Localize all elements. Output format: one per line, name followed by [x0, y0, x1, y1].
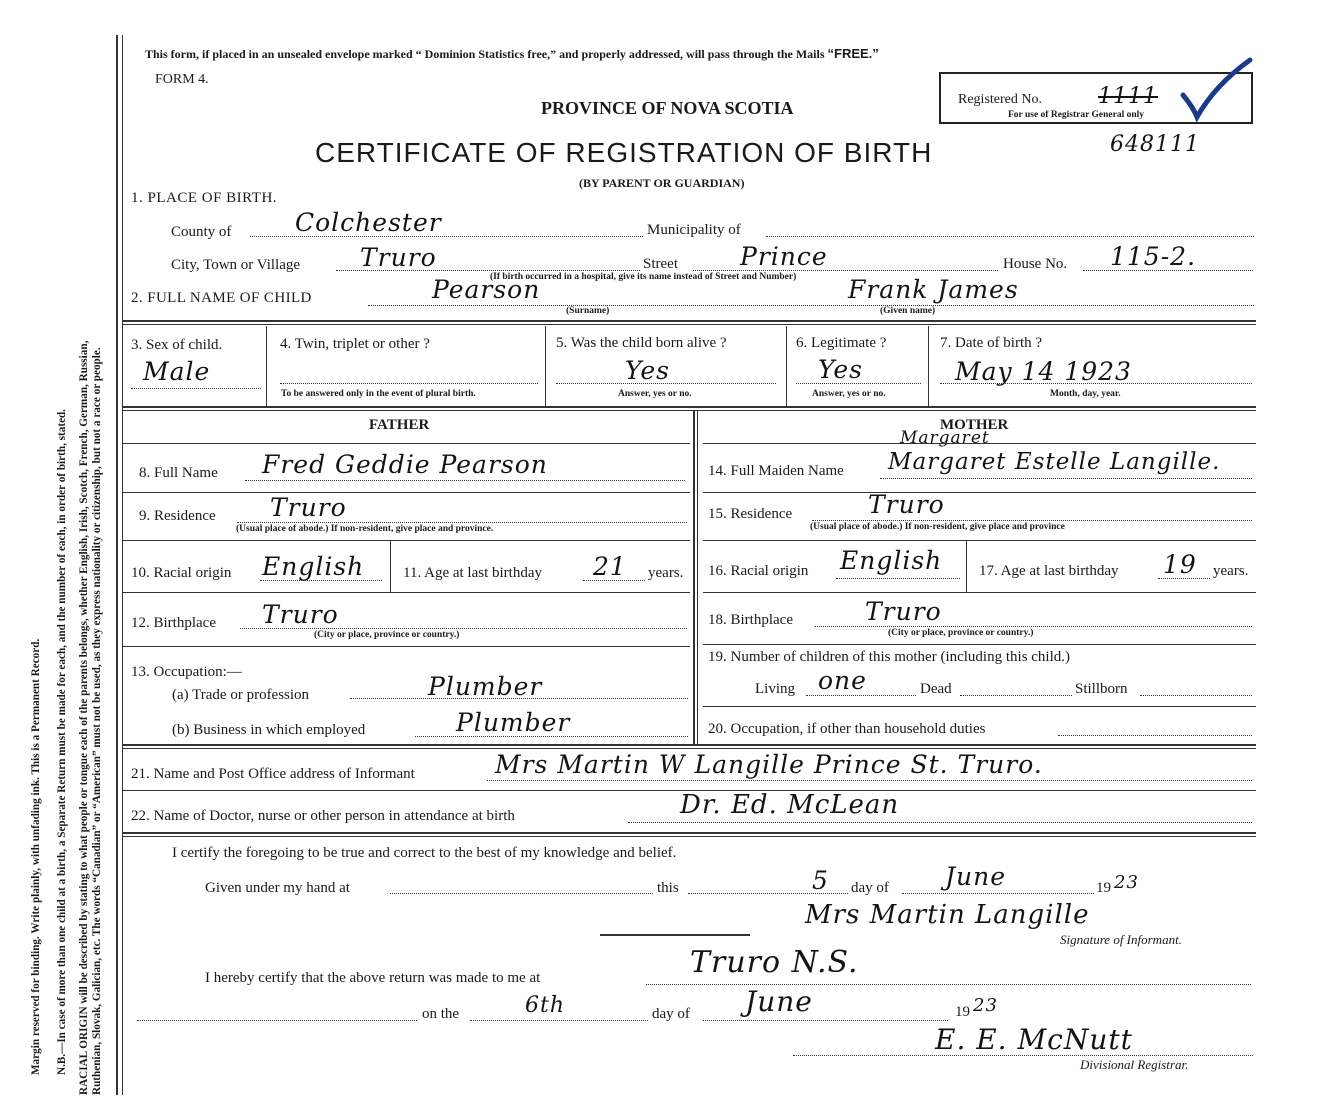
margin-border-line-2	[122, 35, 123, 1095]
mail-note	[145, 46, 879, 62]
margin-line-4: Ruthenian, Slovak, Galician, etc. The words “Canadian” or “American” must not be used, as they express nationality or citizenship, but not a race or people.	[90, 347, 103, 1095]
city-label: City, Town or Village	[171, 257, 301, 273]
sex-label: 3. Sex of child.	[131, 337, 223, 353]
margin-line-1: Margin reserved for binding. Write plainly, with unfading ink. This is a Permanent Record.	[30, 638, 42, 1075]
margin-note-racial	[78, 341, 103, 1095]
center-divider	[693, 410, 695, 745]
mother-age-label: 17. Age at last birthday	[979, 563, 1119, 579]
legitimate-note: Answer, yes or no.	[812, 389, 886, 399]
child-surname: Pearson	[432, 275, 541, 304]
registrar-signature: E. E. McNutt	[935, 1023, 1133, 1056]
legitimate-value: Yes	[818, 355, 863, 384]
registered-label: Registered No.	[958, 92, 1042, 107]
municipality-label: Municipality of	[647, 222, 741, 238]
child-given-name: Frank James	[848, 275, 1019, 304]
father-residence-value: Truro	[270, 493, 347, 522]
living-value: one	[818, 666, 867, 695]
file-number: 648111	[1110, 132, 1200, 157]
alive-note: Answer, yes or no.	[618, 389, 692, 399]
mother-birthplace-label: 18. Birthplace	[708, 612, 793, 628]
certify-day: 5	[812, 866, 829, 895]
dob-note: Month, day, year.	[1050, 389, 1121, 399]
province-heading: PROVINCE OF NOVA SCOTIA	[541, 98, 794, 118]
father-abode-note: (Usual place of abode.) If non-resident, give place and province.	[236, 524, 494, 534]
father-trade-value: Plumber	[428, 672, 543, 701]
alive-value: Yes	[625, 356, 670, 385]
twin-note: To be answered only in the event of plural birth.	[281, 389, 476, 399]
mother-residence-label: 15. Residence	[708, 506, 793, 522]
registrar-label: Divisional Registrar.	[1080, 1057, 1189, 1072]
stillborn-label: Stillborn	[1075, 681, 1128, 697]
registered-value: 1111	[1098, 84, 1158, 109]
on-the-label: on the	[422, 1006, 460, 1022]
mother-residence-value: Truro	[868, 490, 945, 519]
county-label: County of	[171, 224, 232, 240]
check-mark-icon	[1175, 55, 1255, 125]
certify-year-suffix: 23	[1114, 872, 1139, 893]
certificate-subtitle: (BY PARENT OR GUARDIAN)	[579, 176, 745, 190]
father-business-value: Plumber	[456, 708, 571, 737]
certify-month: June	[945, 862, 1007, 891]
child-name-label: 2. FULL NAME OF CHILD	[131, 290, 312, 306]
binding-margin-note	[30, 639, 43, 1075]
father-racial-value: English	[262, 552, 365, 581]
father-name-value: Fred Geddie Pearson	[262, 450, 548, 479]
father-years-label: years.	[648, 565, 684, 581]
house-value: 115-2.	[1110, 242, 1197, 271]
mother-abode-note: (Usual place of abode.) If non-resident, give place and province	[810, 522, 1065, 532]
father-occupation-label: 13. Occupation:—	[131, 664, 242, 680]
given-caption: (Given name)	[880, 306, 936, 316]
registrar-note: For use of Registrar General only	[1008, 110, 1145, 120]
county-value: Colchester	[295, 208, 442, 237]
doctor-label: 22. Name of Doctor, nurse or other person in attendance at birth	[131, 808, 515, 824]
alive-label: 5. Was the child born alive ?	[556, 335, 727, 351]
mother-birthplace-value: Truro	[865, 597, 942, 626]
twin-label: 4. Twin, triplet or other ?	[280, 336, 430, 352]
place-heading: 1. PLACE OF BIRTH.	[131, 190, 278, 206]
registration-month: June	[745, 985, 813, 1018]
mail-note-text: This form, if placed in an unsealed envelope marked “ Dominion Statistics free,” and properly addressed, will pass through the Mails	[145, 47, 825, 61]
informant-label: 21. Name and Post Office address of Informant	[131, 766, 415, 782]
mother-name-label: 14. Full Maiden Name	[708, 463, 844, 479]
hospital-note: (If birth occurred in a hospital, give its name instead of Street and Number)	[490, 272, 797, 282]
father-name-label: 8. Full Name	[139, 465, 218, 481]
living-label: Living	[755, 681, 795, 697]
mother-years-label: years.	[1213, 563, 1249, 579]
dob-value: May 14 1923	[955, 357, 1132, 386]
given-label: Given under my hand at	[205, 880, 350, 896]
street-value: Prince	[740, 242, 828, 271]
registration-year-suffix: 23	[973, 995, 998, 1016]
mother-heading: MOTHER	[940, 417, 1009, 433]
registration-day: 6th	[525, 993, 566, 1018]
father-business-label: (b) Business in which employed	[172, 722, 366, 738]
mother-racial-label: 16. Racial origin	[708, 563, 809, 579]
margin-border-line	[116, 35, 118, 1095]
margin-line-2: N.B.—In case of more than one child at a birth, a Separate Return must be made for each, and the number of each, in order of birth, stated.	[56, 408, 68, 1075]
informant-value: Mrs Martin W Langille Prince St. Truro.	[495, 750, 1043, 779]
father-birthplace-label: 12. Birthplace	[131, 615, 216, 631]
informant-signature: Mrs Martin Langille	[805, 900, 1090, 930]
this-label: this	[657, 880, 679, 896]
house-label: House No.	[1003, 256, 1068, 272]
certificate-title: CERTIFICATE OF REGISTRATION OF BIRTH	[315, 137, 933, 168]
father-heading: FATHER	[369, 417, 430, 433]
certify-text: I certify the foregoing to be true and correct to the best of my knowledge and belief.	[172, 845, 677, 861]
father-trade-label: (a) Trade or profession	[172, 687, 310, 703]
mother-birthplace-note: (City or place, province or country.)	[888, 628, 1034, 638]
father-birthplace-value: Truro	[262, 600, 339, 629]
mother-children-label: 19. Number of children of this mother (including this child.)	[708, 649, 1071, 665]
day-of-label: day of	[851, 880, 889, 896]
father-age-label: 11. Age at last birthday	[403, 565, 542, 581]
mother-occupation-label: 20. Occupation, if other than household duties	[708, 721, 986, 737]
registration-place: Truro N.S.	[690, 945, 859, 980]
form-number: FORM 4.	[155, 72, 209, 87]
registrar-text: I hereby certify that the above return was made to me at	[205, 970, 541, 986]
father-racial-label: 10. Racial origin	[131, 565, 232, 581]
father-birthplace-note: (City or place, province or country.)	[314, 630, 460, 640]
doctor-value: Dr. Ed. McLean	[680, 790, 900, 820]
certify-year-prefix: 19	[1096, 880, 1111, 896]
dead-label: Dead	[920, 681, 952, 697]
margin-note-nb	[56, 409, 69, 1075]
mother-age-value: 19	[1163, 550, 1197, 579]
mother-racial-value: English	[840, 546, 943, 575]
legitimate-label: 6. Legitimate ?	[796, 335, 887, 351]
informant-signature-label: Signature of Informant.	[1060, 932, 1182, 947]
margin-line-3: RACIAL ORIGIN will be described by stating to what people or tongue each of the parents belongs, whether English, Irish, Scotch, French, German, Russian,	[78, 340, 90, 1095]
free-text: “FREE.”	[827, 46, 879, 61]
surname-caption: (Surname)	[566, 306, 610, 316]
father-residence-label: 9. Residence	[139, 508, 216, 524]
city-value: Truro	[360, 243, 437, 272]
street-label: Street	[643, 256, 678, 272]
father-age-value: 21	[593, 552, 627, 581]
mother-name-correction: Margaret	[900, 428, 990, 448]
registration-year-prefix: 19	[955, 1004, 970, 1020]
mother-name-value: Margaret Estelle Langille.	[888, 449, 1221, 475]
dob-label: 7. Date of birth ?	[940, 335, 1043, 351]
reg-day-of-label: day of	[652, 1006, 690, 1022]
sex-value: Male	[143, 357, 211, 386]
